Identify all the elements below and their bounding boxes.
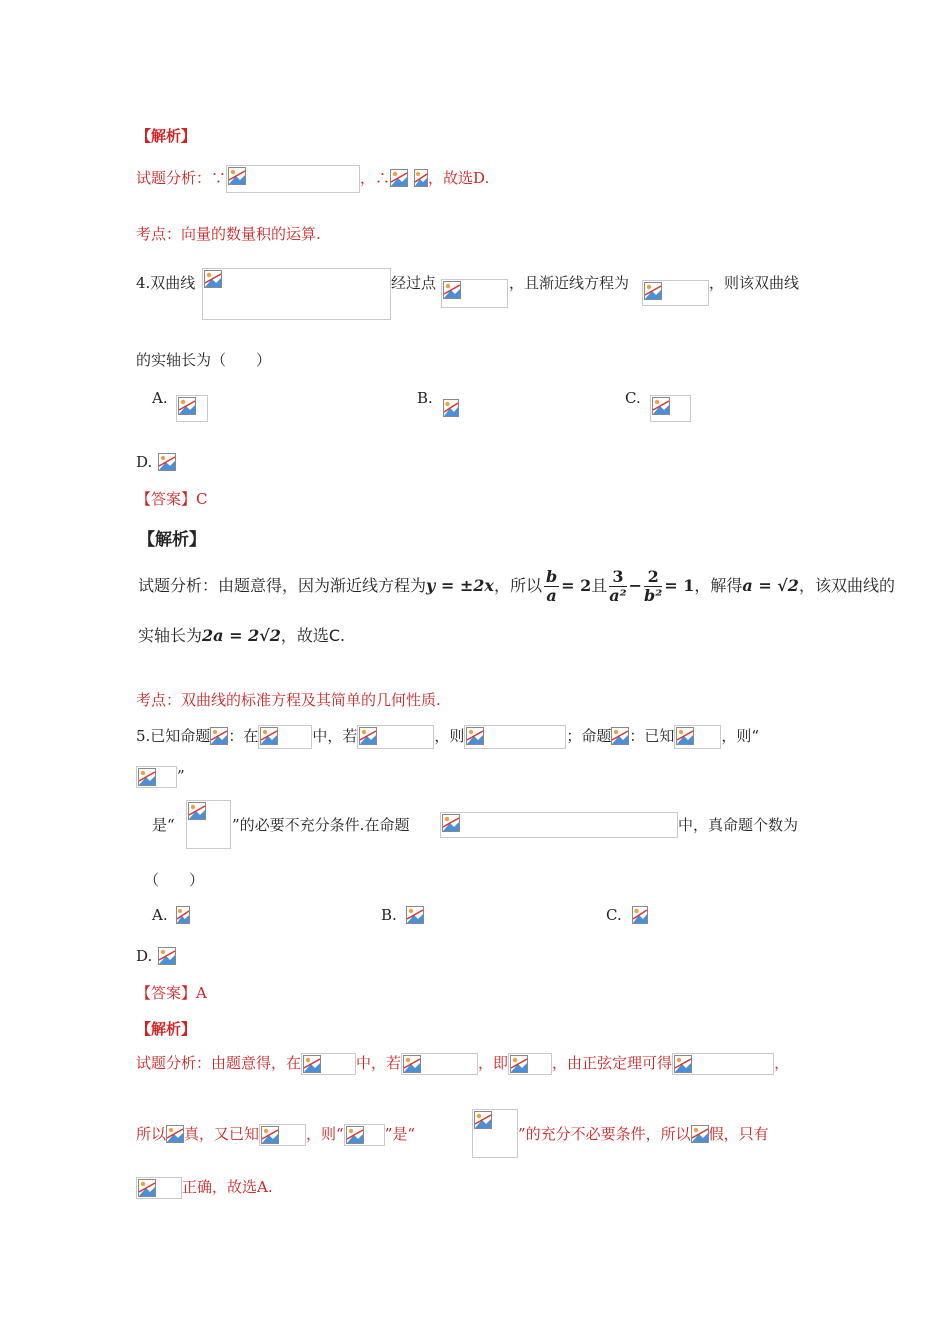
q5-a2-formula-quoted-1 xyxy=(344,1124,385,1146)
broken-image-icon xyxy=(178,397,196,415)
q5-a1-comma: ， xyxy=(774,1054,790,1072)
q4-answer-value: C xyxy=(196,490,208,508)
q5-formula-known xyxy=(674,725,721,749)
broken-image-icon xyxy=(644,282,662,300)
broken-image-icon xyxy=(474,1111,492,1129)
q5-comma-then: ，则 xyxy=(434,727,465,745)
broken-image-icon xyxy=(632,906,650,926)
q4-frac1-num: b xyxy=(545,567,558,586)
q5-option-d xyxy=(136,946,176,967)
q5-a1-sine: ，由正弦定理可得 xyxy=(552,1054,673,1072)
q5-option-a-label: A. xyxy=(152,906,168,924)
q5-option-d-label: D. xyxy=(136,947,153,965)
q5-formula-quoted-1 xyxy=(136,766,177,788)
q4-option-d xyxy=(136,452,176,473)
q5-option-c-label: C. xyxy=(606,906,622,924)
q4-asymptote-text: ，且渐近线方程为 xyxy=(509,274,630,292)
q5-a1-formula-sine xyxy=(672,1053,774,1075)
q3-analysis-line xyxy=(136,165,489,193)
q5-stem-line-2 xyxy=(136,766,185,788)
q5-option-c xyxy=(606,905,622,925)
q5-a2-formula-known xyxy=(259,1124,306,1146)
q4-analysis-2-text: 实轴长为 xyxy=(138,626,203,645)
q3-comma-therefore: ，∴ xyxy=(360,169,391,187)
broken-image-icon xyxy=(359,727,377,745)
broken-image-icon xyxy=(414,169,428,189)
q5-a2-is-quote: ”是“ xyxy=(384,1125,416,1143)
broken-image-icon xyxy=(261,1126,279,1144)
q5-formula-conclusion xyxy=(464,725,566,749)
q5-answer-label: 【答案】 xyxy=(136,984,197,1002)
q5-a1-formula-ineq xyxy=(508,1053,552,1075)
q4-fraction-b-over-a xyxy=(544,568,559,605)
q5-stem-line-1 xyxy=(136,725,759,749)
q5-option-b-label: B. xyxy=(381,906,397,924)
q4-frac2-num: 3 xyxy=(609,568,626,587)
q4-option-c xyxy=(625,388,641,408)
q5-semicolon-prop: ；命题 xyxy=(566,727,612,745)
broken-image-icon xyxy=(158,947,176,967)
broken-image-icon xyxy=(260,727,278,745)
q4-kaodian: 考点：双曲线的标准方程及其简单的几何性质. xyxy=(136,691,441,709)
broken-image-icon xyxy=(406,906,424,926)
broken-image-icon xyxy=(691,1125,709,1145)
q4-option-a-image xyxy=(176,395,208,422)
broken-image-icon xyxy=(138,1179,156,1197)
broken-image-icon xyxy=(443,399,461,419)
q4-fraction-3-over-a2 xyxy=(609,568,626,605)
q5-paren: （ ） xyxy=(144,871,205,889)
broken-image-icon xyxy=(652,397,670,415)
q4-so-text: ，所以 xyxy=(493,576,542,595)
q5-stem-start: 5.已知命题 xyxy=(136,727,211,745)
q4-option-c-label: C. xyxy=(625,389,641,407)
q4-answer-label: 【答案】 xyxy=(136,490,197,508)
broken-image-icon xyxy=(442,814,460,832)
q4-stem-text-2: 的实轴长为（ ） xyxy=(136,351,272,369)
q5-a2-formula-quoted-2 xyxy=(472,1109,518,1158)
q4-option-d-label: D. xyxy=(136,453,153,471)
broken-image-icon xyxy=(403,1055,421,1073)
q5-then-quote: ，则“ xyxy=(721,727,760,745)
q5-analysis-line-3 xyxy=(136,1177,273,1199)
q5-necessary-text: ”的必要不充分条件.在命题 xyxy=(232,816,410,834)
q3-analysis-prefix: 试题分析：∵ xyxy=(136,169,227,187)
broken-image-icon xyxy=(158,453,176,473)
broken-image-icon xyxy=(443,281,461,299)
q4-frac3-den: b² xyxy=(644,586,663,605)
q3-choose: ，故选D. xyxy=(428,169,490,187)
q4-and-text: 且 xyxy=(591,576,608,595)
q5-a3-correct-text: 正确，故选A. xyxy=(182,1178,273,1196)
q5-formula-quoted-2 xyxy=(186,800,231,849)
q4-option-b-label: B. xyxy=(417,389,433,407)
q4-minus: − xyxy=(628,576,643,595)
broken-image-icon xyxy=(204,270,222,288)
q3-jiexi-title: 【解析】 xyxy=(136,127,197,145)
q5-a2-tail xyxy=(518,1124,769,1145)
broken-image-icon xyxy=(176,906,194,926)
q4-analysis-1-text: 试题分析：由题意得，因为渐近线方程为 xyxy=(138,576,427,595)
q4-jiexi-title: 【解析】 xyxy=(138,530,206,550)
q5-a2-then-quote: ，则“ xyxy=(306,1125,344,1143)
q3-formula-image-1 xyxy=(226,165,360,193)
q5-formula-propositions xyxy=(440,812,678,838)
q5-analysis-line-1 xyxy=(136,1053,789,1075)
q5-formula-condition xyxy=(357,725,434,749)
q5-colon-known: ：已知 xyxy=(629,727,675,745)
q5-option-b xyxy=(381,905,397,925)
q5-a3-formula xyxy=(136,1177,182,1199)
broken-image-icon xyxy=(138,768,156,786)
q5-quote-close: ” xyxy=(177,767,185,785)
q4-stem-text-1: 4.双曲线 xyxy=(136,274,196,292)
q5-a1-ji: ，即 xyxy=(478,1054,509,1072)
q5-zhong-if: 中，若 xyxy=(312,727,358,745)
broken-image-icon xyxy=(303,1055,321,1073)
broken-image-icon xyxy=(228,167,246,185)
q4-fraction-2-over-b2 xyxy=(644,568,662,605)
q5-option-a xyxy=(152,905,168,925)
q4-frac3-num: 2 xyxy=(644,568,662,587)
q4-solved-text: ，解得 xyxy=(694,576,743,595)
q4-through-point-text: 经过点 xyxy=(391,274,437,292)
q4-answer xyxy=(136,489,208,509)
q4-formula-image-hyperbola xyxy=(202,268,391,320)
q4-frac2-den: a² xyxy=(609,586,627,605)
broken-image-icon xyxy=(210,727,228,747)
q4-through-point xyxy=(391,273,436,293)
q4-eq-2a: 2a = 2√2 xyxy=(202,626,281,645)
q5-jiexi-title: 【解析】 xyxy=(136,1020,197,1038)
q5-a1-zhong-if: 中，若 xyxy=(356,1054,402,1072)
q5-is-quote: 是“ xyxy=(152,816,175,834)
q4-analysis-line-2 xyxy=(138,626,345,646)
q5-a2-false-text: 假，只有 xyxy=(708,1125,769,1143)
q5-answer-value: A xyxy=(196,984,207,1002)
q5-a1-prefix: 试题分析：由题意得，在 xyxy=(136,1054,302,1072)
q5-a1-formula-triangle xyxy=(301,1053,356,1075)
q4-eq-a: a = √2 xyxy=(742,576,799,595)
q5-formula-triangle xyxy=(258,725,312,749)
q5-a2-true-text: 真，又已知 xyxy=(184,1125,260,1143)
q4-formula-image-asymptote xyxy=(642,280,709,306)
broken-image-icon xyxy=(611,727,629,747)
q5-a2-sufficient-text: ”的充分不必要条件，所以 xyxy=(518,1125,691,1143)
broken-image-icon xyxy=(346,1126,364,1144)
q5-a1-formula-condition xyxy=(401,1053,478,1075)
q5-true-count-text: 中，真命题个数为 xyxy=(678,816,799,834)
q5-answer xyxy=(136,983,207,1003)
q4-this-hyperbola-text: ，该双曲线的 xyxy=(798,576,895,595)
broken-image-icon xyxy=(166,1125,184,1145)
q4-eq-asymptote: y = ±2x xyxy=(426,576,494,595)
q4-eq-equals-2: = 2 xyxy=(561,576,592,595)
q4-option-b xyxy=(417,388,433,408)
q5-a2-so xyxy=(136,1124,415,1146)
broken-image-icon xyxy=(674,1055,692,1073)
q4-choose-text: ，故选C. xyxy=(280,626,346,645)
q4-analysis-line-1 xyxy=(138,566,895,606)
q3-kaodian: 考点：向量的数量积的运算. xyxy=(136,225,321,243)
broken-image-icon xyxy=(188,802,206,820)
broken-image-icon xyxy=(390,169,408,189)
q4-eq-equals-1: = 1 xyxy=(664,576,695,595)
q4-then-text: ，则该双曲线 xyxy=(709,274,800,292)
q5-colon-in: ：在 xyxy=(228,727,259,745)
q4-option-c-image xyxy=(650,395,691,422)
q4-formula-image-point xyxy=(441,279,508,308)
q4-option-a xyxy=(152,388,168,408)
broken-image-icon xyxy=(466,727,484,745)
q5-a2-so-text: 所以 xyxy=(136,1125,167,1143)
q4-frac1-den: a xyxy=(546,586,557,605)
broken-image-icon xyxy=(510,1055,528,1073)
broken-image-icon xyxy=(676,727,694,745)
q4-option-a-label: A. xyxy=(152,389,168,407)
